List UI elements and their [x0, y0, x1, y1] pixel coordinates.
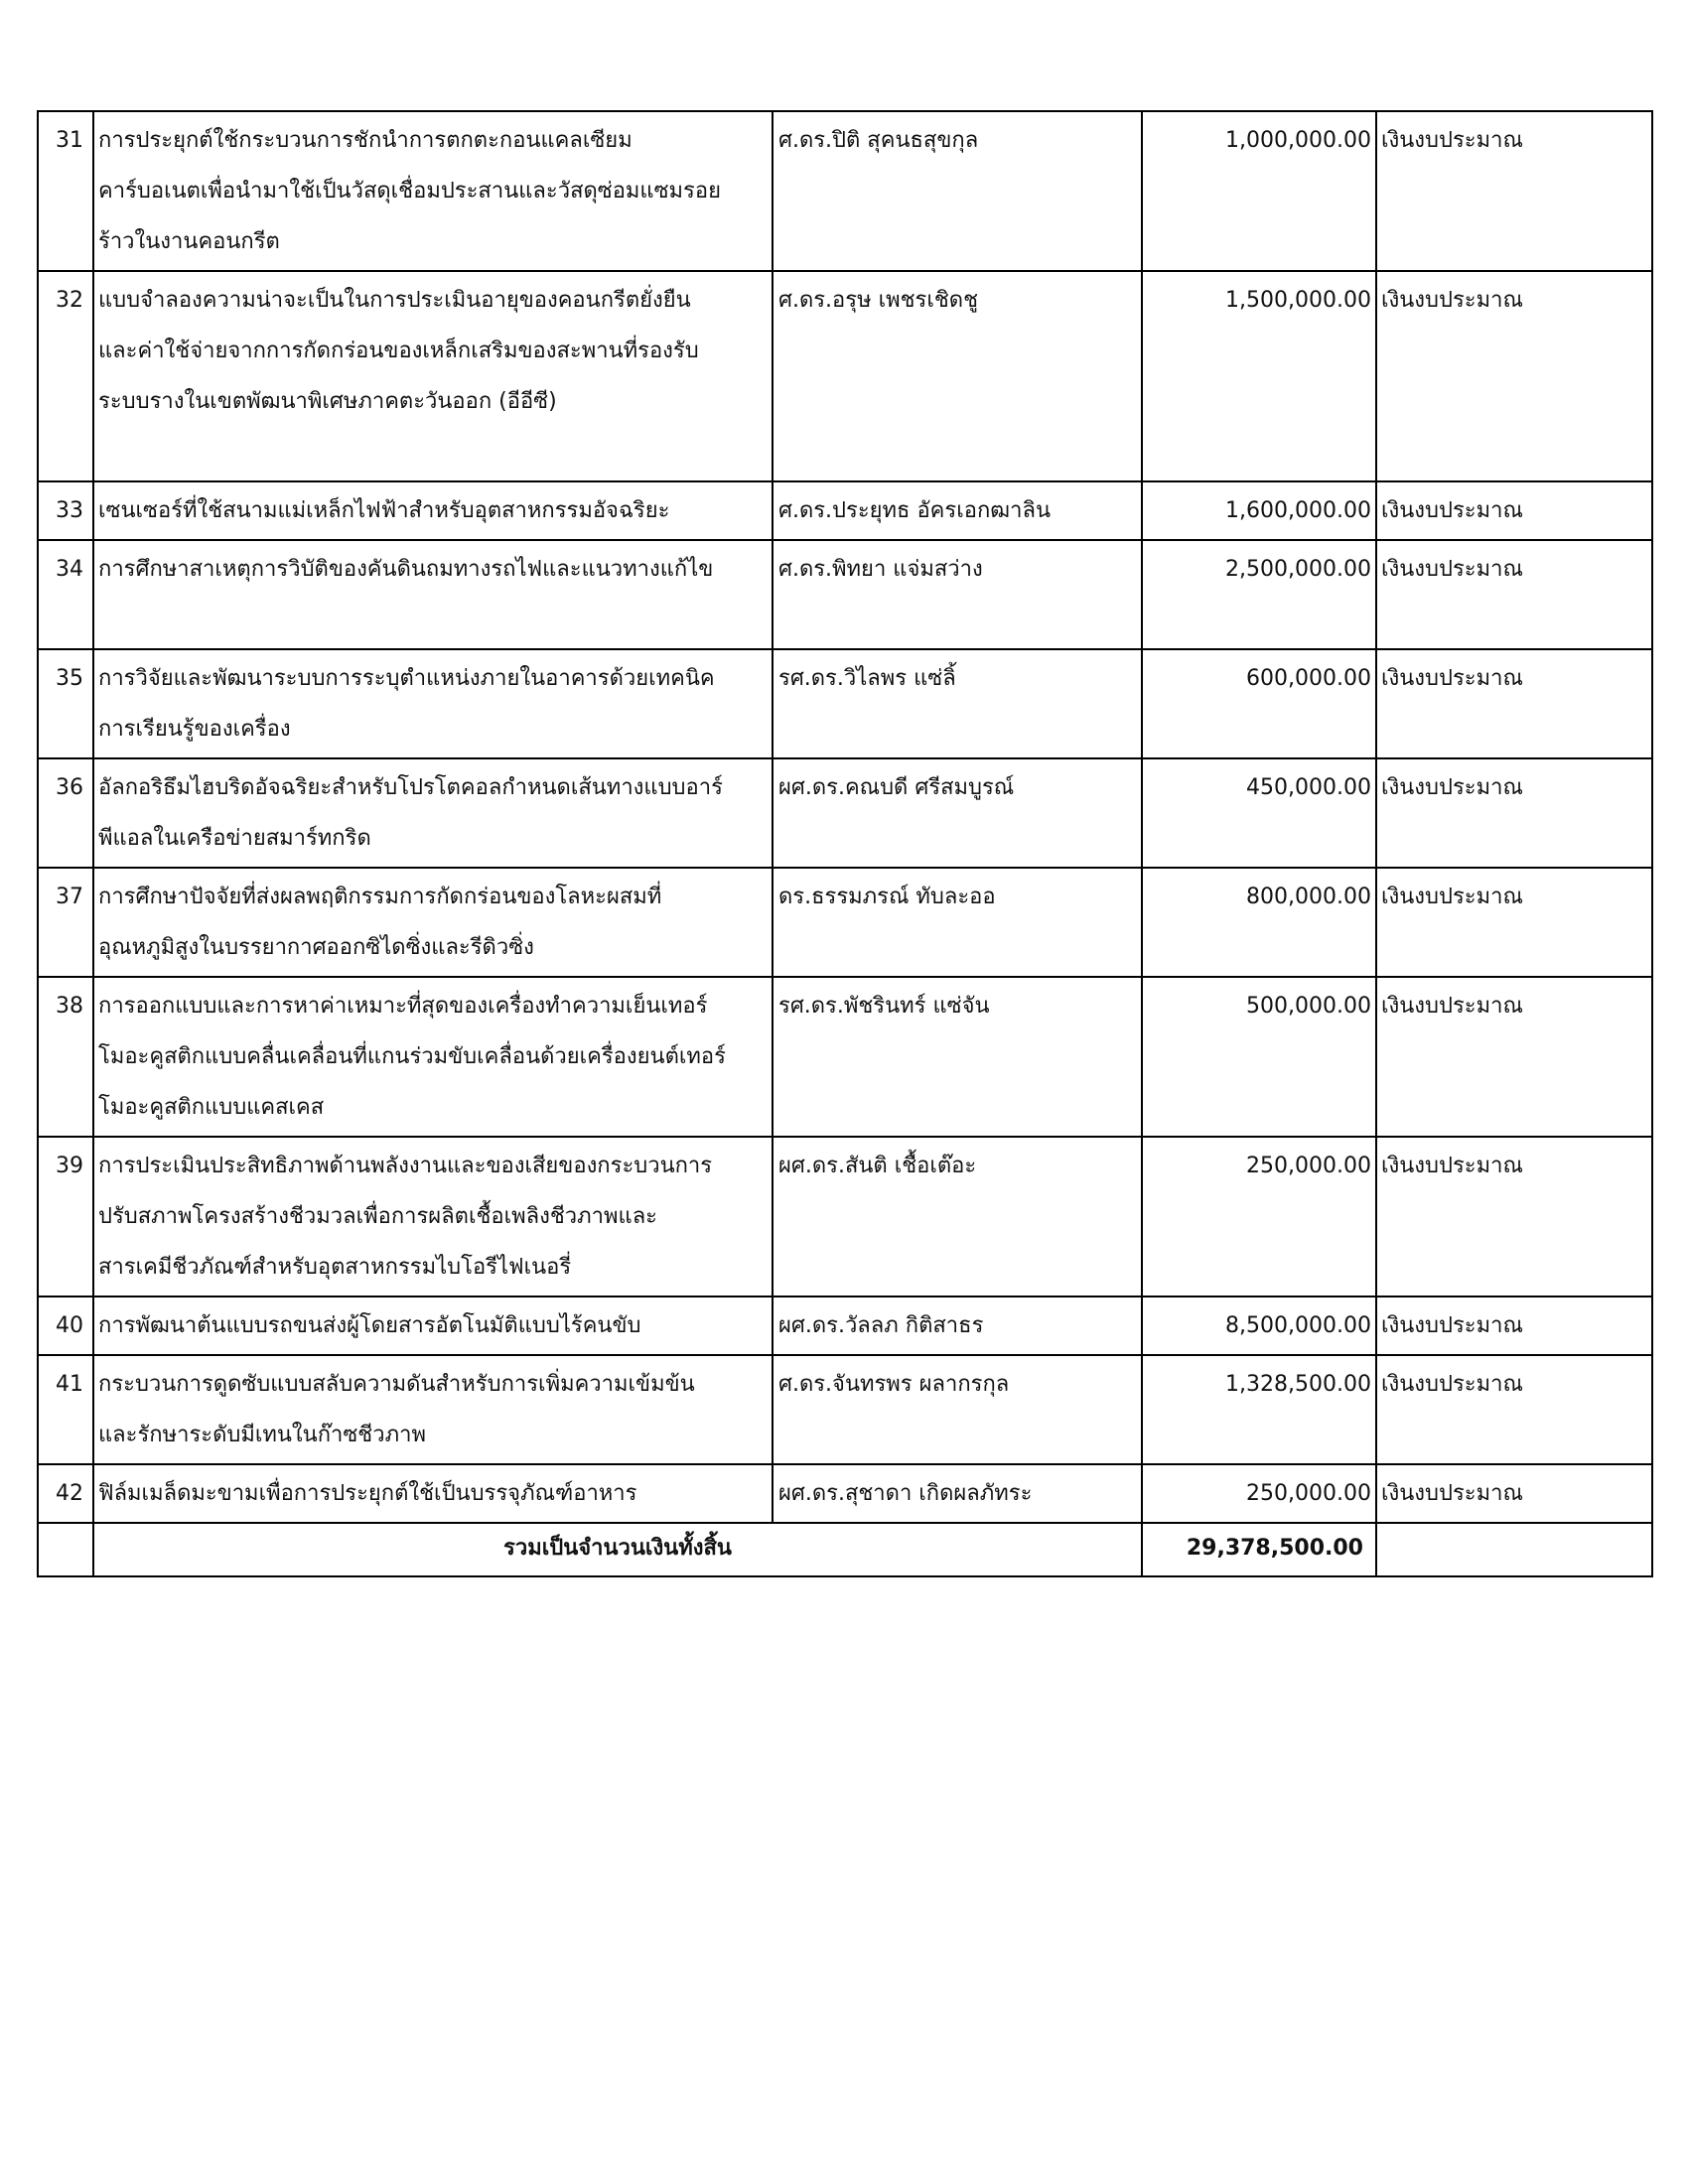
funding-source: เงินงบประมาณ [1376, 1464, 1652, 1523]
budget-amount: 450,000.00 [1142, 758, 1376, 868]
project-title [93, 271, 773, 481]
table-body [38, 111, 1652, 1576]
budget-amount: 250,000.00 [1142, 1464, 1376, 1523]
funding-source: เงินงบประมาณ [1376, 868, 1652, 977]
budget-amount: 1,000,000.00 [1142, 111, 1376, 271]
research-budget-table [37, 110, 1653, 1577]
row-number: 34 [38, 540, 93, 649]
total-amount: 29,378,500.00 [1142, 1523, 1376, 1576]
funding-source: เงินงบประมาณ [1376, 481, 1652, 540]
researcher-name: ศ.ดร.พิทยา แจ่มสว่าง [773, 540, 1142, 649]
total-label: รวมเป็นจำนวนเงินทั้งสิ้น [93, 1523, 1142, 1576]
budget-amount: 250,000.00 [1142, 1137, 1376, 1297]
project-title-line: การเรียนรู้ของเครื่อง [98, 717, 291, 742]
row-number: 33 [38, 481, 93, 540]
funding-source: เงินงบประมาณ [1376, 758, 1652, 868]
project-title [93, 540, 773, 649]
project-title [93, 481, 773, 540]
total-no-cell [38, 1523, 93, 1576]
table-row [38, 271, 1652, 481]
researcher-name: ผศ.ดร.สุชาดา เกิดผลภัทระ [773, 1464, 1142, 1523]
table-row [38, 1297, 1652, 1355]
budget-amount: 8,500,000.00 [1142, 1297, 1376, 1355]
table-row [38, 1464, 1652, 1523]
project-title [93, 1355, 773, 1464]
row-number: 37 [38, 868, 93, 977]
researcher-name: ผศ.ดร.คณบดี ศรีสมบูรณ์ [773, 758, 1142, 868]
project-title [93, 111, 773, 271]
total-row [38, 1523, 1652, 1576]
project-title-line: ปรับสภาพโครงสร้างชีวมวลเพื่อการผลิตเชื้อเพลิงชีวภาพและ [98, 1204, 657, 1229]
project-title-line: กระบวนการดูดซับแบบสลับความดันสำหรับการเพิ่มความเข้มข้น [98, 1372, 695, 1397]
row-number: 39 [38, 1137, 93, 1297]
researcher-name: ผศ.ดร.วัลลภ กิติสาธร [773, 1297, 1142, 1355]
researcher-name: ดร.ธรรมภรณ์ ทับละออ [773, 868, 1142, 977]
budget-amount: 2,500,000.00 [1142, 540, 1376, 649]
project-title [93, 649, 773, 758]
project-title-line: อัลกอริธึมไฮบริดอัจฉริยะสำหรับโปรโตคอลกำหนดเส้นทางแบบอาร์ [98, 775, 723, 800]
researcher-name: ศ.ดร.ประยุทธ อัครเอกฒาลิน [773, 481, 1142, 540]
project-title-line: การวิจัยและพัฒนาระบบการระบุตำแหน่งภายในอาคารด้วยเทคนิค [98, 666, 715, 691]
table-row [38, 111, 1652, 271]
project-title [93, 1464, 773, 1523]
researcher-name: ผศ.ดร.สันติ เชื้อเต๊อะ [773, 1137, 1142, 1297]
budget-amount: 800,000.00 [1142, 868, 1376, 977]
row-number: 41 [38, 1355, 93, 1464]
budget-amount: 500,000.00 [1142, 977, 1376, 1137]
table-row [38, 868, 1652, 977]
project-title-line: การประยุกต์ใช้กระบวนการชักนำการตกตะกอนแคลเซียม [98, 128, 633, 153]
project-title [93, 1137, 773, 1297]
budget-amount: 1,328,500.00 [1142, 1355, 1376, 1464]
researcher-name: ศ.ดร.จันทรพร ผลากรกุล [773, 1355, 1142, 1464]
project-title-line: ระบบรางในเขตพัฒนาพิเศษภาคตะวันออก (อีอีซี) [98, 389, 557, 414]
project-title [93, 1297, 773, 1355]
project-title-line [98, 427, 767, 478]
researcher-name: รศ.ดร.วิไลพร แซ่ลิ้ [773, 649, 1142, 758]
project-title-line: พีแอลในเครือข่ายสมาร์ทกริด [98, 826, 371, 851]
funding-source: เงินงบประมาณ [1376, 1137, 1652, 1297]
project-title-line: การประเมินประสิทธิภาพด้านพลังงานและของเสียของกระบวนการ [98, 1154, 713, 1178]
researcher-name: ศ.ดร.ปิติ สุคนธสุขกุล [773, 111, 1142, 271]
row-number: 38 [38, 977, 93, 1137]
budget-amount: 1,600,000.00 [1142, 481, 1376, 540]
funding-source: เงินงบประมาณ [1376, 540, 1652, 649]
row-number: 40 [38, 1297, 93, 1355]
project-title [93, 977, 773, 1137]
table-row [38, 1137, 1652, 1297]
project-title-line: โมอะคูสติกแบบคลื่นเคลื่อนที่แกนร่วมขับเคลื่อนด้วยเครื่องยนต์เทอร์ [98, 1044, 726, 1069]
table-row [38, 481, 1652, 540]
funding-source: เงินงบประมาณ [1376, 1297, 1652, 1355]
project-title-line: การออกแบบและการหาค่าเหมาะที่สุดของเครื่องทำความเย็นเทอร์ [98, 994, 708, 1019]
row-number: 35 [38, 649, 93, 758]
row-number: 31 [38, 111, 93, 271]
table-row [38, 540, 1652, 649]
project-title-line: อุณหภูมิสูงในบรรยากาศออกซิไดซิ่งและรีดิวซิ่ง [98, 935, 534, 960]
project-title [93, 868, 773, 977]
project-title [93, 758, 773, 868]
row-number: 42 [38, 1464, 93, 1523]
row-number: 36 [38, 758, 93, 868]
researcher-name: ศ.ดร.อรุษ เพชรเชิดชู [773, 271, 1142, 481]
table-row [38, 758, 1652, 868]
project-title-line: ฟิล์มเมล็ดมะขามเพื่อการประยุกต์ใช้เป็นบรรจุภัณฑ์อาหาร [98, 1481, 637, 1506]
project-title-line: สารเคมีชีวภัณฑ์สำหรับอุตสาหกรรมไบโอรีไฟเนอรี่ [98, 1255, 572, 1280]
project-title-line: เซนเซอร์ที่ใช้สนามแม่เหล็กไฟฟ้าสำหรับอุตสาหกรรมอัจฉริยะ [98, 498, 670, 523]
funding-source: เงินงบประมาณ [1376, 111, 1652, 271]
project-title-line [98, 595, 767, 645]
budget-amount: 1,500,000.00 [1142, 271, 1376, 481]
total-source-cell [1376, 1523, 1652, 1576]
project-title-line: ร้าวในงานคอนกรีต [98, 229, 280, 254]
table-row [38, 977, 1652, 1137]
project-title-line: การศึกษาสาเหตุการวิบัติของคันดินถมทางรถไฟและแนวทางแก้ไข [98, 557, 714, 582]
funding-source: เงินงบประมาณ [1376, 1355, 1652, 1464]
project-title-line: แบบจำลองความน่าจะเป็นในการประเมินอายุของคอนกรีตยั่งยืน [98, 288, 691, 313]
row-number: 32 [38, 271, 93, 481]
funding-source: เงินงบประมาณ [1376, 977, 1652, 1137]
table-row [38, 1355, 1652, 1464]
project-title-line: และค่าใช้จ่ายจากการกัดกร่อนของเหล็กเสริมของสะพานที่รองรับ [98, 339, 699, 363]
table-row [38, 649, 1652, 758]
budget-amount: 600,000.00 [1142, 649, 1376, 758]
funding-source: เงินงบประมาณ [1376, 649, 1652, 758]
funding-source: เงินงบประมาณ [1376, 271, 1652, 481]
project-title-line: และรักษาระดับมีเทนในก๊าซชีวภาพ [98, 1423, 426, 1447]
project-title-line: การพัฒนาต้นแบบรถขนส่งผู้โดยสารอัตโนมัติแบบไร้คนขับ [98, 1313, 641, 1338]
project-title-line: โมอะคูสติกแบบแคสเคส [98, 1095, 325, 1120]
project-title-line: คาร์บอเนตเพื่อนำมาใช้เป็นวัสดุเชื่อมประสานและวัสดุซ่อมแซมรอย [98, 179, 721, 204]
researcher-name: รศ.ดร.พัชรินทร์ แซ่จัน [773, 977, 1142, 1137]
project-title-line: การศึกษาปัจจัยที่ส่งผลพฤติกรรมการกัดกร่อนของโลหะผสมที่ [98, 885, 662, 909]
